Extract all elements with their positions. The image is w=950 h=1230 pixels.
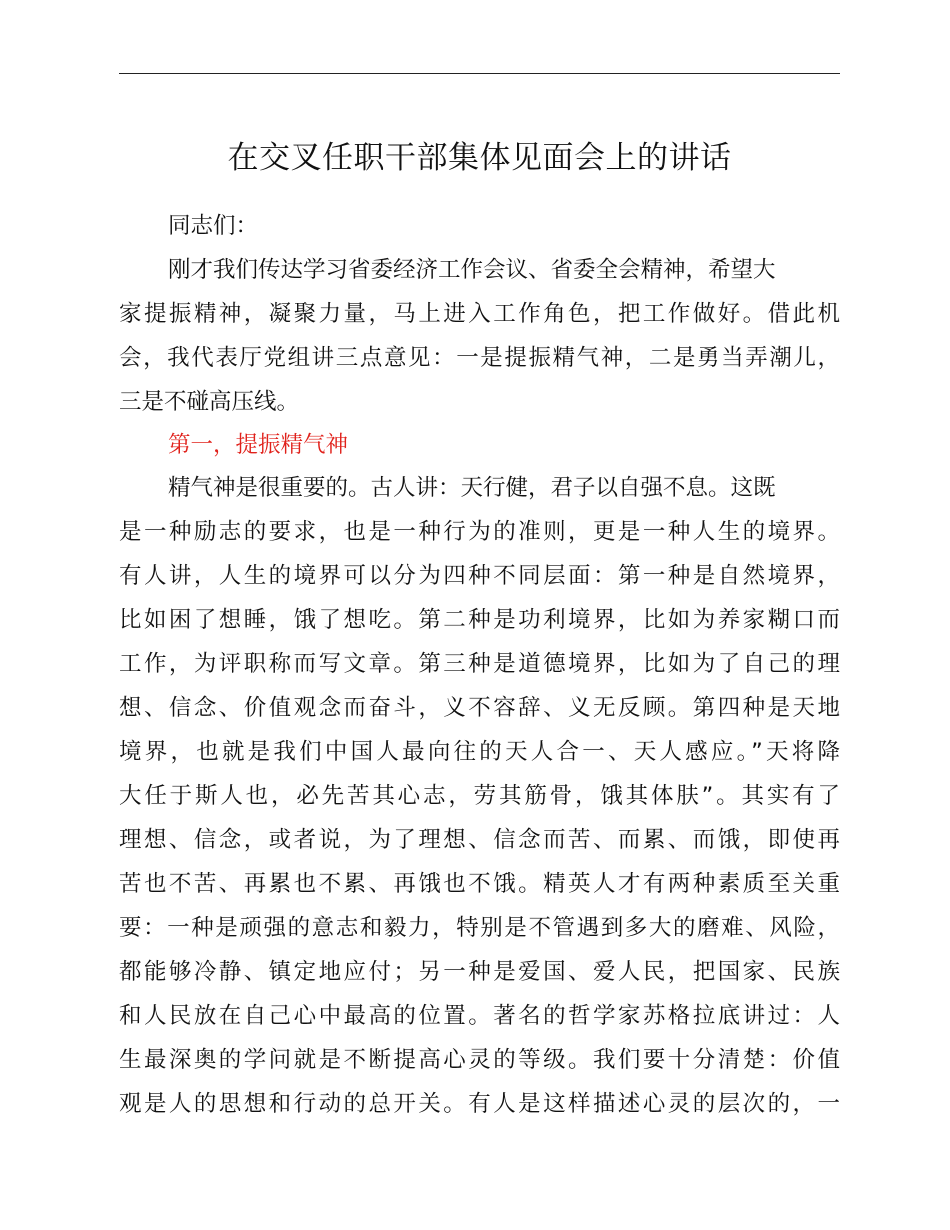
paragraph-line: 和人民放在自己心中最高的位置。著名的哲学家苏格拉底讲过：人: [119, 1003, 840, 1029]
paragraph-line: 观是人的思想和行动的总开关。有人是这样描述心灵的层次的，一: [119, 1091, 840, 1117]
paragraph-line: 苦也不苦、再累也不累、再饿也不饿。精英人才有两种素质至关重: [119, 871, 840, 897]
header-rule: [119, 73, 840, 74]
paragraph-line: 要：一种是顽强的意志和毅力，特别是不管遇到多大的磨难、风险，: [119, 915, 840, 941]
paragraph-line: 是一种励志的要求，也是一种行为的准则，更是一种人生的境界。: [119, 519, 840, 545]
paragraph-line: 境界，也就是我们中国人最向往的天人合一、天人感应。”天将降: [119, 739, 840, 765]
paragraph-line: 理想、信念，或者说，为了理想、信念而苦、而累、而饿，即使再: [119, 827, 840, 853]
document-title: 在交叉任职干部集体见面会上的讲话: [227, 140, 732, 176]
paragraph-line: 大任于斯人也，必先苦其心志，劳其筋骨，饿其体肤”。其实有了: [119, 783, 840, 809]
paragraph-line: 家提振精神，凝聚力量，马上进入工作角色，把工作做好。借此机: [119, 301, 840, 327]
paragraph-line: 三是不碰高压线。: [119, 389, 300, 415]
paragraph-line: 刚才我们传达学习省委经济工作会议、省委全会精神，希望大: [168, 257, 776, 283]
paragraph-line: 有人讲，人生的境界可以分为四种不同层面：第一种是自然境界，: [119, 563, 840, 589]
greeting: 同志们：: [168, 213, 259, 239]
paragraph-line: 想、信念、价值观念而奋斗，义不容辞、义无反顾。第四种是天地: [119, 695, 840, 721]
paragraph-line: 精气神是很重要的。古人讲：天行健，君子以自强不息。这既: [168, 475, 776, 501]
section-heading: 第一，提振精气神: [168, 432, 349, 458]
paragraph-line: 生最深奥的学问就是不断提高心灵的等级。我们要十分清楚：价值: [119, 1047, 840, 1073]
paragraph-line: 都能够冷静、镇定地应付；另一种是爱国、爱人民，把国家、民族: [119, 959, 840, 985]
paragraph-line: 会，我代表厅党组讲三点意见：一是提振精气神，二是勇当弄潮儿，: [119, 345, 840, 371]
paragraph-line: 工作，为评职称而写文章。第三种是道德境界，比如为了自己的理: [119, 651, 840, 677]
paragraph-line: 比如困了想睡，饿了想吃。第二种是功利境界，比如为养家糊口而: [119, 607, 840, 633]
